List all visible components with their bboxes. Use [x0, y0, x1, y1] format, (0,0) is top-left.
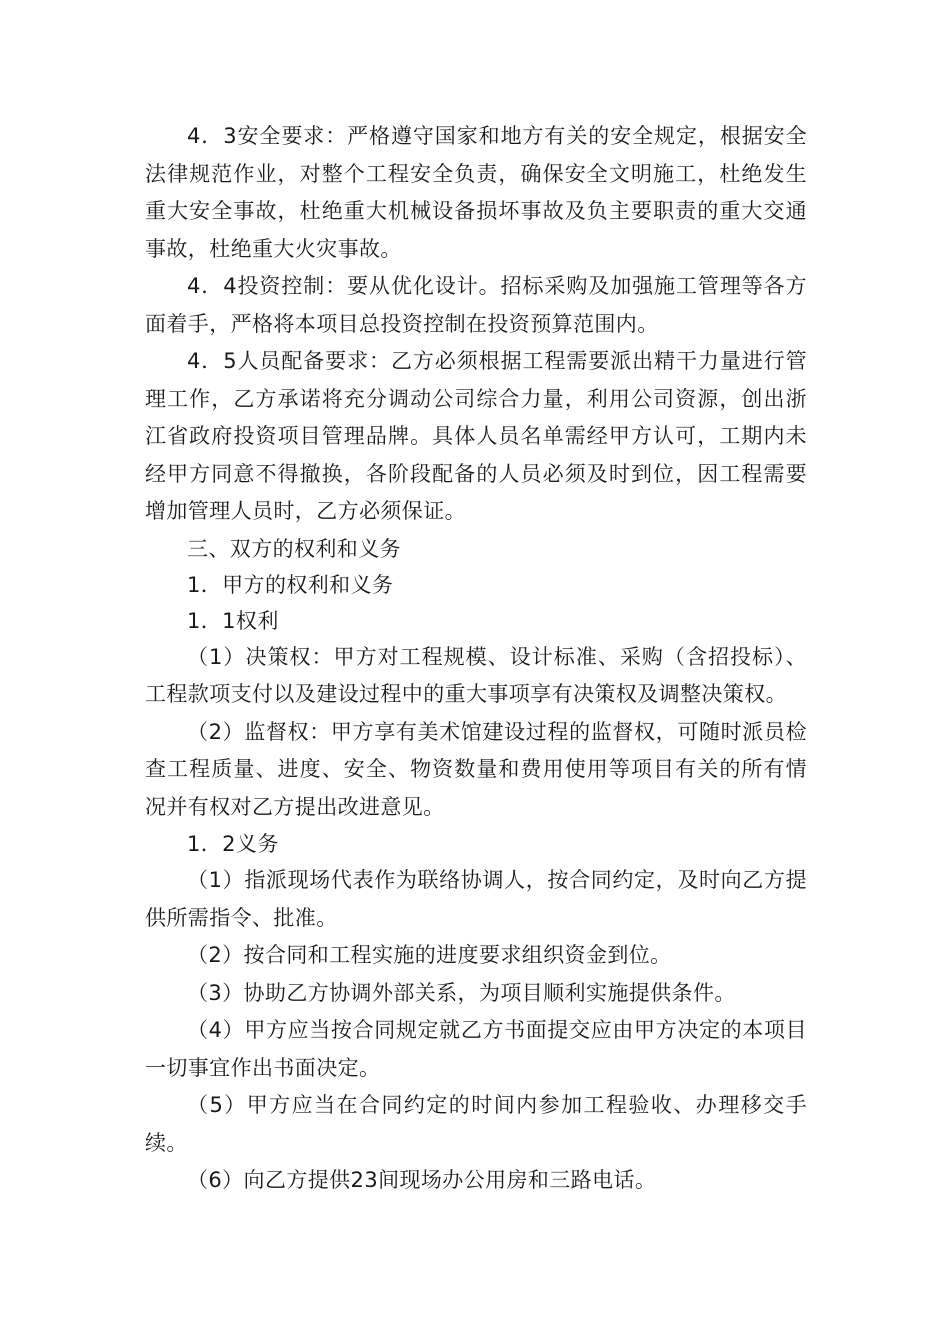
obligation-item-2: （2）按合同和工程实施的进度要求组织资金到位。 — [187, 943, 672, 967]
obligation-item-3: （3）协助乙方协调外部关系，为项目顺利实施提供条件。 — [187, 980, 736, 1005]
subsection-heading-party-a: 1．甲方的权利和义务 — [187, 572, 394, 597]
paragraph-safety-requirements: 4．3安全要求：严格遵守国家和地方有关的安全规定，根据安全法律规范作业，对整个工程安全负责，确保安全文明施工，杜绝发生重大安全事故，杜绝重大机械设备损坏事故及负主要职责的重大交通事故，杜绝重大火灾事故。 — [145, 124, 807, 261]
subsection-heading-rights: 1．1权利 — [187, 608, 279, 633]
obligation-item-1: （1）指派现场代表作为联络协调人，按合同约定，及时向乙方提供所需指令、批准。 — [145, 868, 807, 930]
obligation-item-4: （4）甲方应当按合同规定就乙方书面提交应由甲方决定的本项目一切事宜作出书面决定。 — [145, 1018, 807, 1080]
section-heading-rights-obligations: 三、双方的权利和义务 — [187, 536, 401, 561]
paragraph-supervision-right: （2）监督权：甲方享有美术馆建设过程的监督权，可随时派员检查工程质量、进度、安全、物资数量和费用使用等项目有关的所有情况并有权对乙方提出改进意见。 — [145, 719, 807, 819]
paragraph-staffing-requirements: 4．5人员配备要求：乙方必须根据工程需要派出精干力量进行管理工作，乙方承诺将充分调动公司综合力量，利用公司资源，创出浙江省政府投资项目管理品牌。具体人员名单需经甲方认可，工期内未经甲方同意不得撤换，各阶段配备的人员必须及时到位，因工程需要增加管理人员时，乙方必须保证。 — [145, 349, 807, 523]
obligation-item-5: （5）甲方应当在合同约定的时间内参加工程验收、办理移交手续。 — [145, 1093, 807, 1155]
document-body — [145, 118, 807, 1200]
subsection-heading-obligations: 1．2义务 — [187, 832, 279, 856]
paragraph-investment-control: 4．4投资控制：要从优化设计。招标采购及加强施工管理等各方面着手，严格将本项目总投资控制在投资预算范围内。 — [145, 274, 807, 336]
paragraph-decision-right: （1）决策权：甲方对工程规模、设计标准、采购（含招投标）、工程款项支付以及建设过程中的重大事项享有决策权及调整决策权。 — [145, 644, 807, 706]
obligation-item-6: （6）向乙方提供23间现场办公用房和三路电话。 — [187, 1168, 657, 1192]
